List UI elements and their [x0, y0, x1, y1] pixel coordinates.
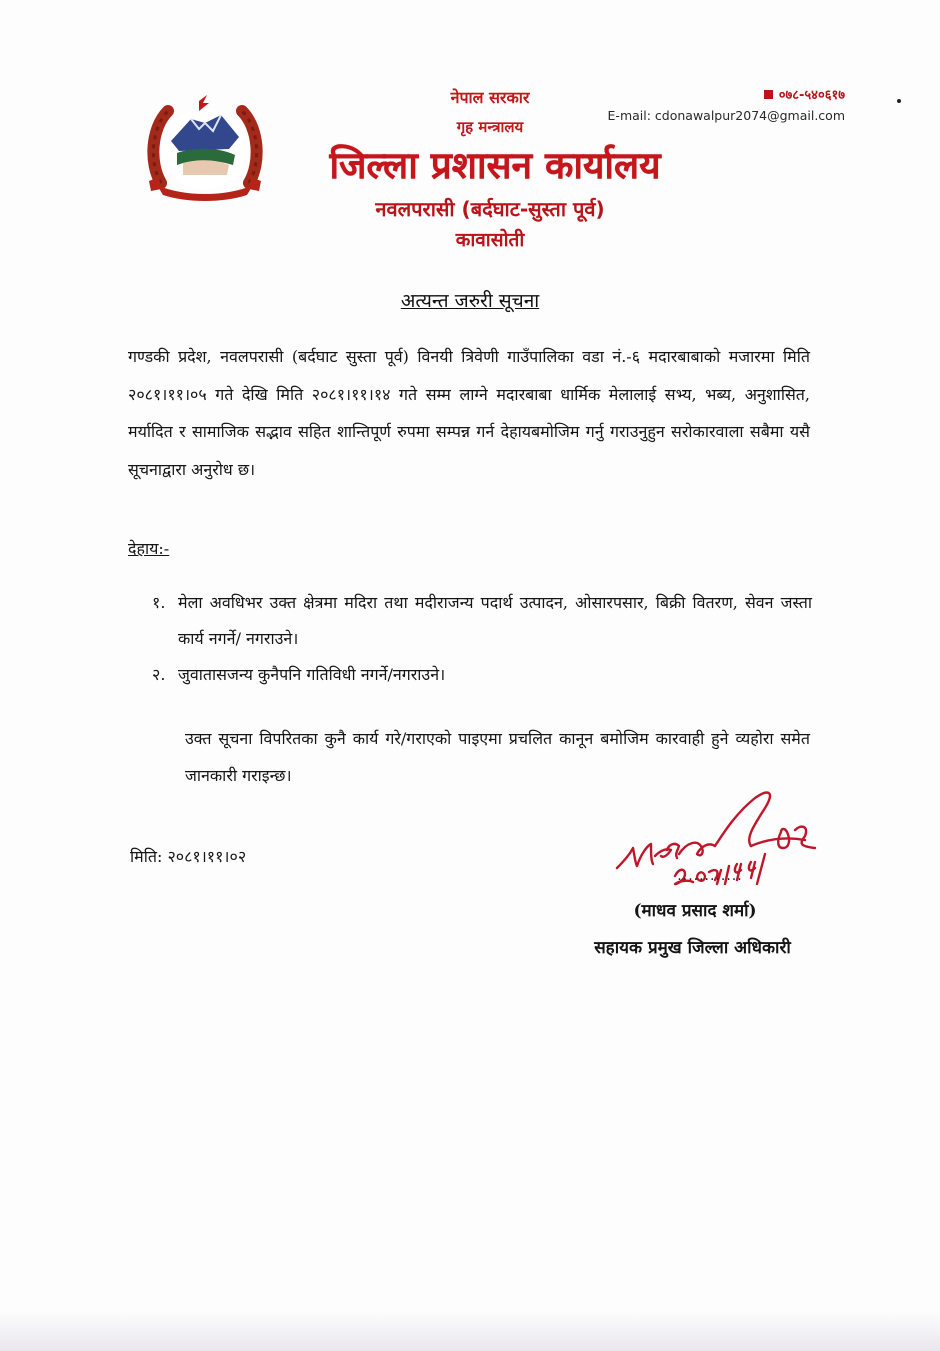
phone-number [730, 85, 845, 103]
signature-line: ............ [677, 868, 743, 884]
list-heading: देहाय:- [128, 539, 170, 558]
list-item-number: २. [152, 665, 166, 684]
government-name: नेपाल सरकार [450, 88, 530, 107]
notice-date: मिति: २०८१।११।०२ [130, 847, 247, 866]
signer-designation: सहायक प्रमुख जिल्ला अधिकारी [594, 938, 791, 958]
list-item-number: १. [152, 593, 166, 612]
signer-name: (माधव प्रसाद शर्मा) [633, 901, 757, 921]
phone-text: ०७८-५४०६१७ [778, 88, 845, 103]
warning-paragraph: उक्त सूचना विपरितका कुनै कार्य गरे/गराएको पाइएमा प्रचलित कानून बमोजिम कारवाही हुने व्यहोरा समेत जानकारी गराइन्छ। [185, 729, 810, 785]
list-item [152, 657, 812, 693]
office-name: जिल्ला प्रशासन कार्यालय [329, 144, 661, 187]
town-name: कावासोती [455, 229, 525, 251]
notice-list [152, 585, 812, 693]
email-address: E-mail: cdonawalpur2074@gmail.com [607, 108, 845, 123]
scan-speck [897, 99, 901, 103]
notice-title: अत्यन्त जरुरी सूचना [400, 290, 540, 312]
notice-paragraph [128, 338, 810, 488]
nepal-emblem-logo [143, 93, 267, 201]
phone-icon [764, 90, 773, 99]
notice-paragraph-text: गण्डकी प्रदेश, नवलपरासी (बर्दघाट सुस्ता पूर्व) विनयी त्रिवेणी गाउँपालिका वडा नं.-६ मदारबाबाको मजारमा मिति २०८१।११।०५ गते देखि मिति २०८१।११।१४ गते सम्म लाग्ने मदारबाबा धार्मिक मेलालाई सभ्य, भब्य, अनुशासित, मर्यादित र सामाजिक सद्भाव सहित शान्तिपूर्ण रुपमा सम्पन्न गर्न देहायबमोजिम गर्नु गराउनुहुन सरोकारवाला सबैमा यसै सूचनाद्वारा अनुरोध छ। [128, 347, 810, 479]
list-item-text: मेला अवधिभर उक्त क्षेत्रमा मदिरा तथा मदीराजन्य पदार्थ उत्पादन, ओसारपसार, बिक्री वितरण, सेवन जस्ता कार्य नगर्ने/ नगराउने। [178, 593, 812, 648]
district-name: नवलपरासी (बर्दघाट-सुस्ता पूर्व) [375, 197, 605, 221]
list-item [152, 585, 812, 657]
ministry-name: गृह मन्त्रालय [456, 118, 524, 136]
scan-shadow [0, 1311, 940, 1351]
list-item-text: जुवातासजन्य कुनैपनि गतिविधी नगर्ने/नगराउने। [178, 665, 446, 684]
